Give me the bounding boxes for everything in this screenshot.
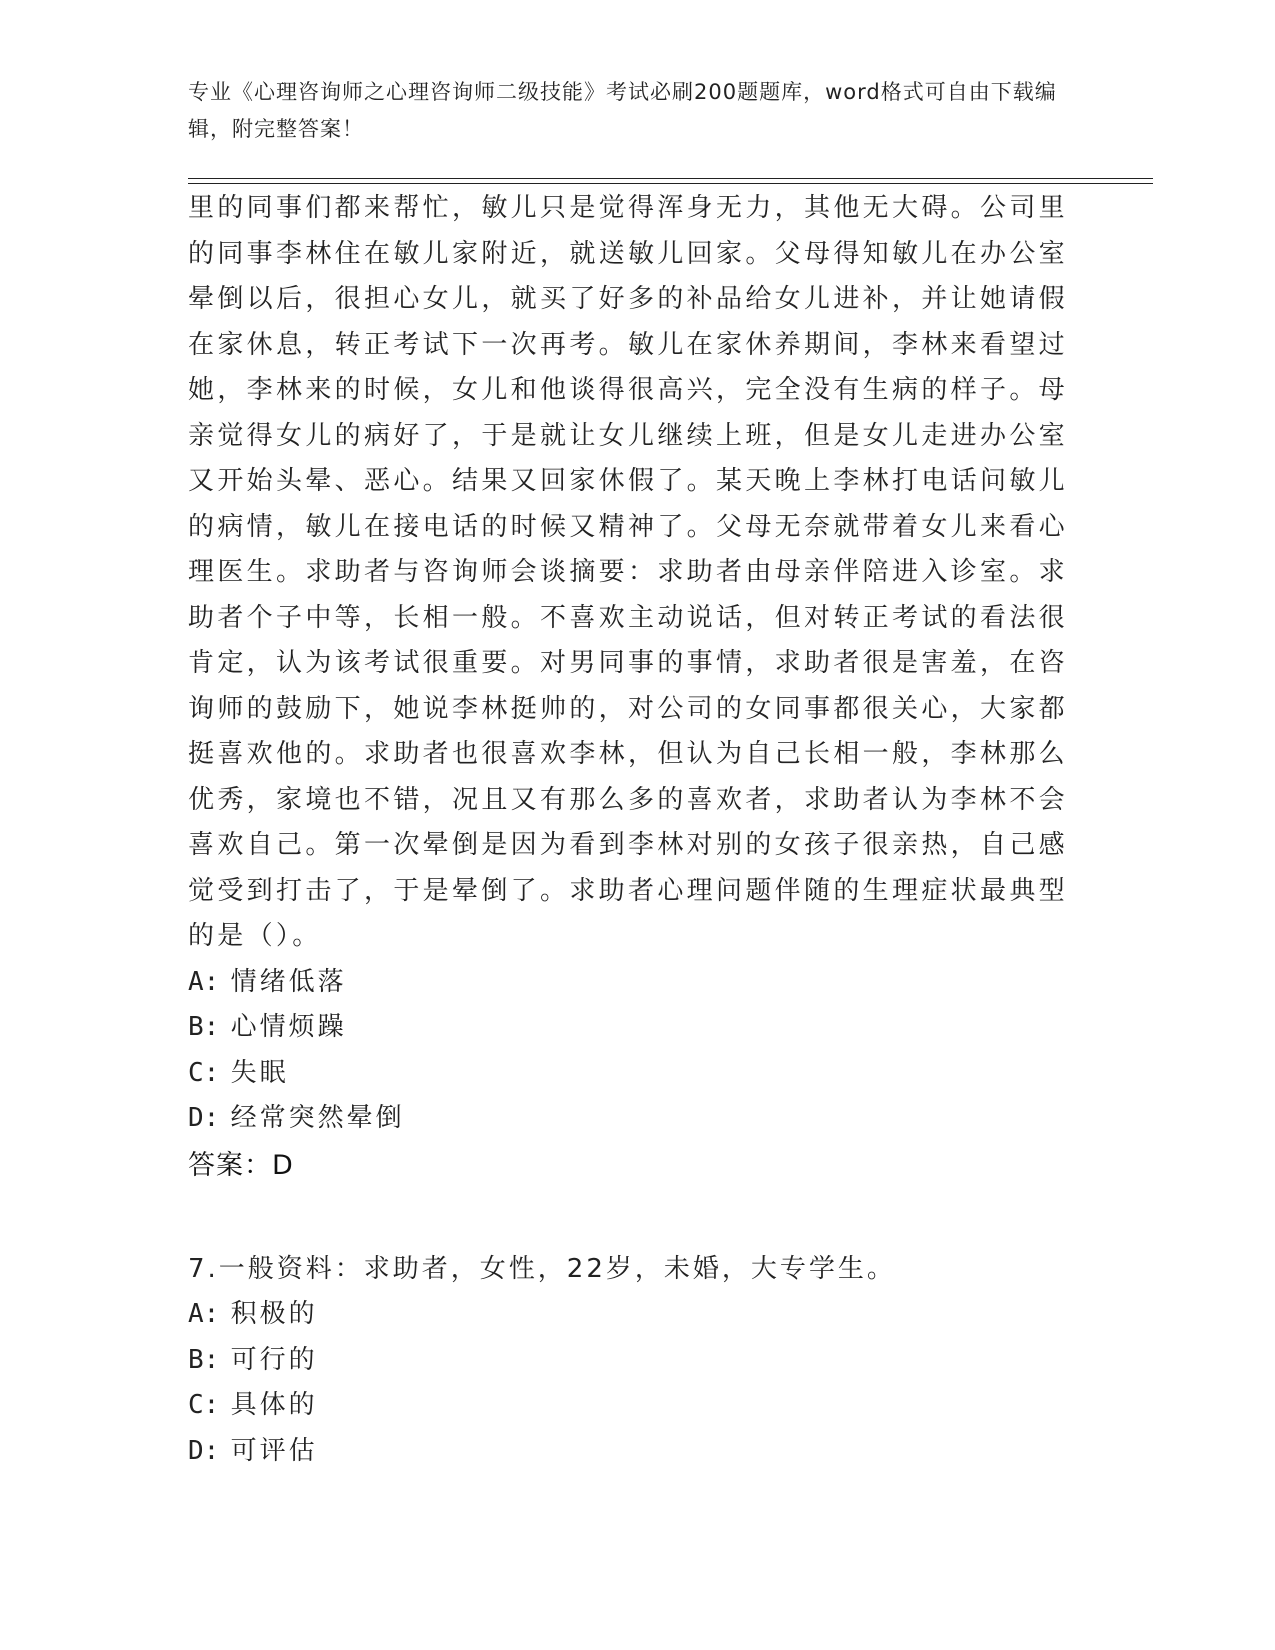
option-text: 情绪低落 [230, 966, 347, 997]
document-body [188, 186, 1068, 1474]
question-6-answer: 答案：D [188, 1149, 294, 1181]
option-text: 心情烦躁 [230, 1012, 347, 1042]
option-key: A: [188, 966, 220, 997]
question-7-options [188, 1292, 1068, 1474]
header-divider-top [188, 178, 1153, 179]
option-key: B: [188, 1012, 220, 1042]
question-spacer [188, 1189, 1068, 1247]
page-header [188, 74, 1068, 148]
question-7-title: 7.一般资料：求助者，女性，22岁，未婚，大专学生。 [188, 1253, 896, 1284]
option-text: 经常突然晕倒 [230, 1103, 405, 1133]
option-key: D: [188, 1103, 220, 1133]
option-text: 失眠 [230, 1057, 289, 1088]
question-7-option-b [188, 1338, 1068, 1384]
question-6-options [188, 960, 1068, 1142]
question-6-stem: 里的同事们都来帮忙，敏儿只是觉得浑身无力，其他无大碍。公司里的同事李林住在敏儿家附近，就送敏儿回家。父母得知敏儿在办公室晕倒以后，很担心女儿，就买了好多的补品给女儿进补，并让她请假在家休息，转正考试下一次再考。敏儿在家休养期间，李林来看望过她，李林来的时候，女儿和他谈得很高兴，完全没有生病的样子。母亲觉得女儿的病好了，于是就让女儿继续上班，但是女儿走进办公室又开始头晕、恶心。结果又回家休假了。某天晚上李林打电话问敏儿的病情，敏儿在接电话的时候又精神了。父母无奈就带着女儿来看心理医生。求助者与咨询师会谈摘要：求助者由母亲伴陪进入诊室。求助者个子中等，长相一般。不喜欢主动说话，但对转正考试的看法很肯定，认为该考试很重要。对男同事的事情，求助者很是害羞，在咨询师的鼓励下，她说李林挺帅的，对公司的女同事都很关心，大家都挺喜欢他的。求助者也很喜欢李林，但认为自己长相一般，李林那么优秀，家境也不错，况且又有那么多的喜欢者，求助者认为李林不会喜欢自己。第一次晕倒是因为看到李林对别的女孩子很亲热，自己感觉受到打击了，于是晕倒了。求助者心理问题伴随的生理症状最典型的是（）。 [188, 193, 1068, 951]
option-key: C: [188, 1057, 220, 1088]
option-key: B: [188, 1344, 220, 1375]
question-6-option-b [188, 1005, 1068, 1051]
option-key: A: [188, 1299, 220, 1329]
option-key: D: [188, 1435, 220, 1466]
question-6-option-c [188, 1051, 1068, 1097]
option-text: 具体的 [230, 1390, 318, 1420]
option-text: 积极的 [230, 1299, 318, 1329]
header-divider-bottom [188, 183, 1153, 184]
question-7-option-d [188, 1429, 1068, 1475]
question-6-option-a [188, 960, 1068, 1006]
header-title: 专业《心理咨询师之心理咨询师二级技能》考试必刷200题题库，word格式可自由下载编辑，附完整答案！ [188, 80, 1057, 141]
option-text: 可评估 [230, 1435, 318, 1466]
question-7-option-c [188, 1383, 1068, 1429]
option-key: C: [188, 1390, 220, 1420]
option-text: 可行的 [230, 1344, 318, 1375]
question-7-option-a [188, 1292, 1068, 1338]
question-6-option-d [188, 1096, 1068, 1142]
